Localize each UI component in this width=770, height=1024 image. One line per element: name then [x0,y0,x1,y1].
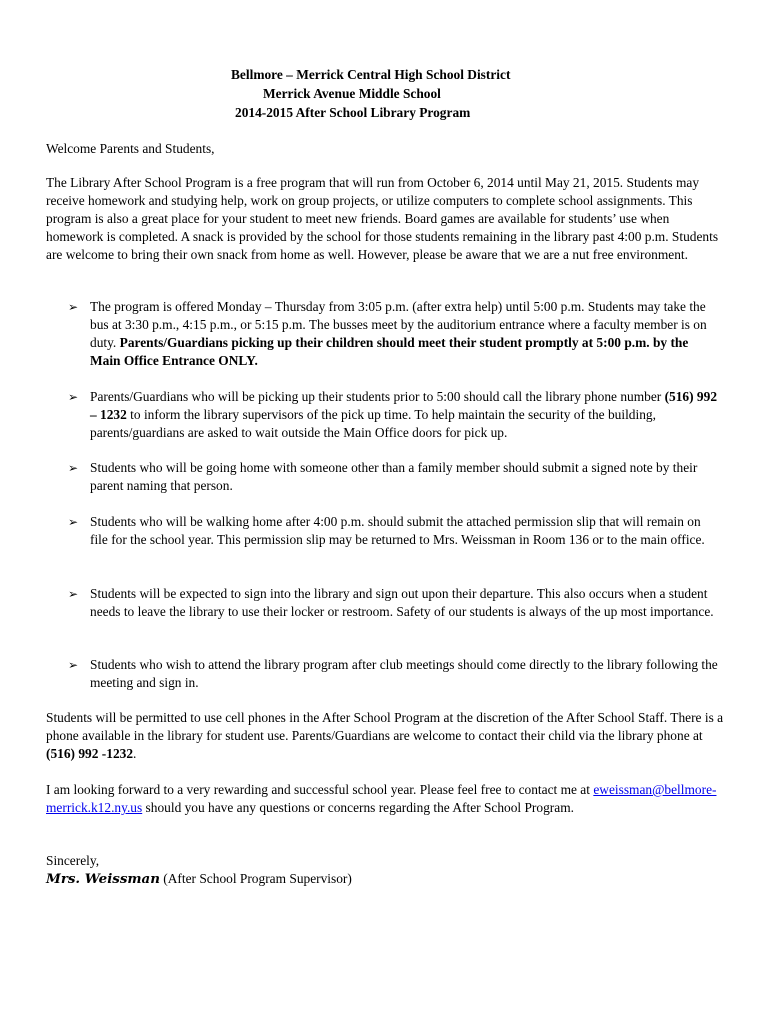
signature-line [46,870,726,888]
greeting: Welcome Parents and Students, [46,141,215,156]
signature-name: Mrs. Weissman [46,871,160,887]
arrow-bullet-icon: ➢ [68,300,79,314]
bullet-text: Students who will be walking home after 4:00 p.m. should submit the attached permission slip that will remain on file for the school year. This permission slip may be returned to Mrs. Weissman in Room 136 or to the main office. [90,514,705,547]
bullet-text [90,298,720,370]
early-pickup-text-continued: to inform the library supervisors of the pick up time. To help maintain the security of the building, parents/guardians are asked to wait outside the Main Office doors for pick up. [90,407,656,440]
closing-text-continued: should you have any questions or concerns regarding the After School Program. [142,800,574,815]
period: . [133,746,137,761]
sign-off: Sincerely, [46,853,100,868]
bullet-text: Students who will be going home with someone other than a family member should submit a signed note by their parent naming that person. [90,460,698,493]
signature-title: (After School Program Supervisor) [159,871,352,886]
library-phone-number: (516) 992 – 1232 [90,389,718,422]
bullet-text [90,388,720,442]
email-link[interactable]: eweissman@bellmore-merrick.k12.ny.us [46,782,717,815]
intro-paragraph: The Library After School Program is a free program that will run from October 6, 2014 until May 21, 2015. Students may receive homework and studying help, work on group projects, or utilize computers to complete school assignments. This program is also a great place for your student to meet new friends. Board games are available for students’ use when homework is completed. A snack is provided by the school for those students remaining in the library past 4:00 p.m. Students are welcome to bring their own snack from home as well. However, please be aware that we are a nut free environment. [46,175,719,262]
early-pickup-text: Parents/Guardians who will be picking up their students prior to 5:00 should call the library phone number [90,389,665,404]
bullet-text: Students who wish to attend the library program after club meetings should come directly to the library following the meeting and sign in. [90,657,718,690]
schedule-text: The program is offered Monday – Thursday from 3:05 p.m. (after extra help) until 5:00 p.m. Students may take the bus at 3:30 p.m., 4:15 p.m., or 5:15 p.m. The busses meet by the auditorium entrance where a faculty member is on duty. [90,299,707,350]
arrow-bullet-icon: ➢ [68,587,79,601]
cell-phone-paragraph [46,709,726,763]
library-phone-number: (516) 992 -1232 [46,746,134,761]
closing-text: I am looking forward to a very rewarding and successful school year. Please feel free to contact me at [46,782,594,797]
district-title: Bellmore – Merrick Central High School District [231,67,511,82]
school-name: Merrick Avenue Middle School [263,86,441,101]
cell-phone-text: Students will be permitted to use cell phones in the After School Program at the discretion of the After School Staff. There is a phone available in the library for student use. Parents/Guardians are welcome to contact their child via the library phone at [46,710,724,743]
pickup-notice: Parents/Guardians picking up their children should meet their student promptly at 5:00 p.m. by the Main Office Entrance ONLY. [90,335,689,368]
bullet-text: Students will be expected to sign into the library and sign out upon their departure. This also occurs when a student needs to leave the library to use their locker or restroom. Safety of our students is always of the up most importance. [90,586,714,619]
closing-paragraph [46,781,726,817]
arrow-bullet-icon: ➢ [68,515,79,529]
arrow-bullet-icon: ➢ [68,390,79,404]
program-title: 2014-2015 After School Library Program [235,105,471,120]
arrow-bullet-icon: ➢ [68,658,79,672]
arrow-bullet-icon: ➢ [68,461,79,475]
